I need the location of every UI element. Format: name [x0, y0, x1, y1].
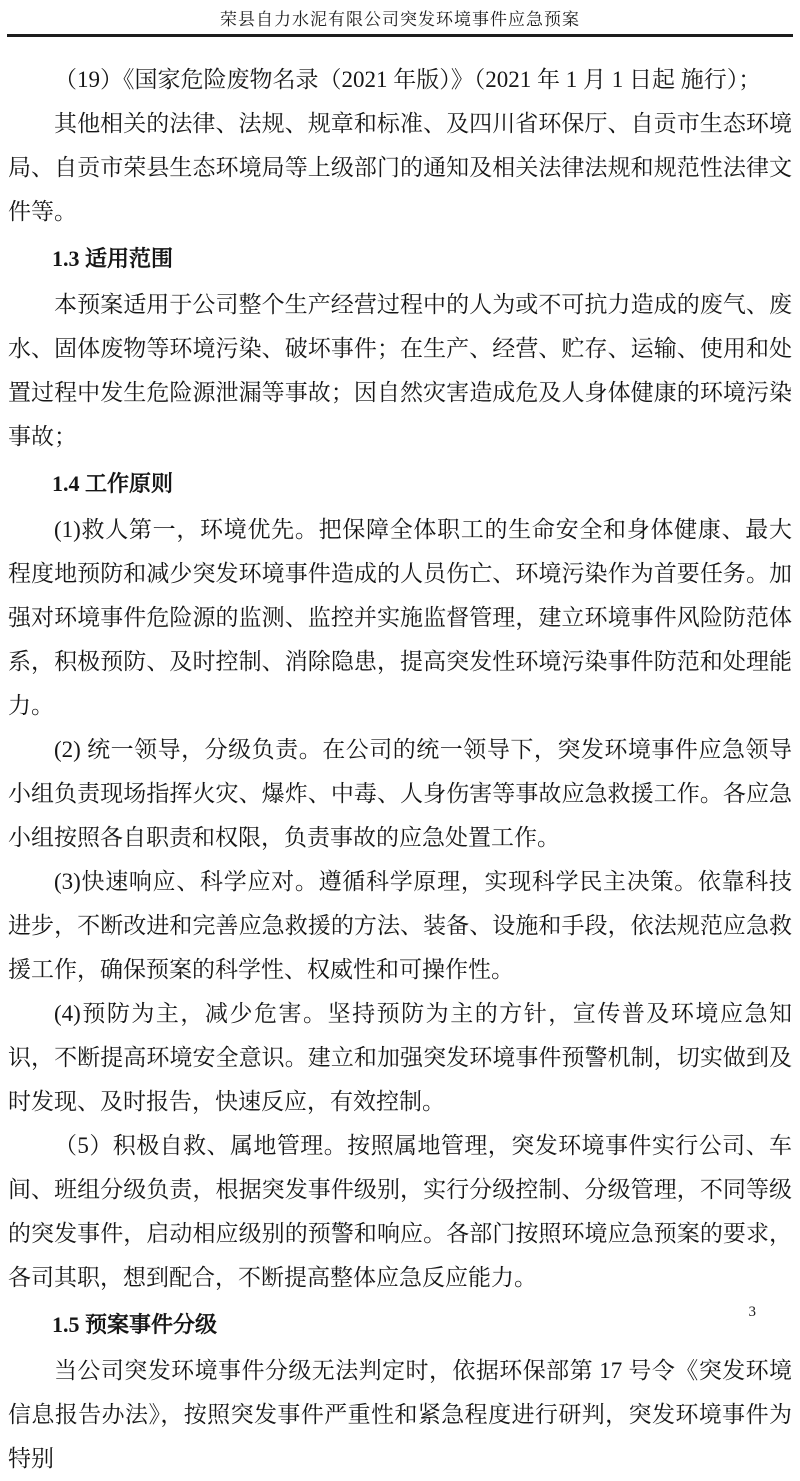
paragraph-principle-3-rapid-response: (3)快速响应、科学应对。遵循科学原理，实现科学民主决策。依靠科技进步，不断改进和完善应急救援的方法、装备、设施和手段，依法规范应急救援工作，确保预案的科学性、权威性和可操作性。 — [8, 869, 792, 982]
paragraph-law-item-19: （19）《国家危险废物名录（2021 年版）》（2021 年 1 月 1 日起 施行）； — [54, 67, 762, 92]
paragraph-other-laws: 其他相关的法律、法规、规章和标准、及四川省环保厅、自贡市生态环境局、自贡市荣县生态环境局等上级部门的通知及相关法律法规和规范性法律文件等。 — [8, 111, 792, 224]
paragraph-principle-1-rescue-first: (1)救人第一，环境优先。把保障全体职工的生命安全和身体健康、最大程度地预防和减少突发环境事件造成的人员伤亡、环境污染作为首要任务。加强对环境事件危险源的监测、监控并实施监督管理，建立环境事件风险防范体系，积极预防、及时控制、消除隐患，提高突发性环境污染事件防范和处理能力。 — [8, 517, 792, 718]
page-header-title: 荣县自力水泥有限公司突发环境事件应急预案 — [220, 10, 580, 29]
section-heading-1-3-scope: 1.3 适用范围 — [52, 246, 174, 271]
paragraph-principle-5-self-rescue: （5）积极自救、属地管理。按照属地管理，突发环境事件实行公司、车间、班组分级负责，根据突发事件级别，实行分级控制、分级管理，不同等级的突发事件，启动相应级别的预警和响应。各部门按照环境应急预案的要求，各司其职，想到配合，不断提高整体应急反应能力。 — [8, 1133, 792, 1290]
section-heading-1-4-work-principles: 1.4 工作原则 — [52, 471, 174, 496]
paragraph-principle-2-unified-leadership: (2) 统一领导，分级负责。在公司的统一领导下，突发环境事件应急领导小组负责现场指挥火灾、爆炸、中毒、人身伤害等事故应急救援工作。各应急小组按照各自职责和权限，负责事故的应急处置工作。 — [8, 737, 792, 850]
page-number: 3 — [748, 1304, 756, 1320]
paragraph-scope-description: 本预案适用于公司整个生产经营过程中的人为或不可抗力造成的废气、废水、固体废物等环境污染、破坏事件；在生产、经营、贮存、运输、使用和处置过程中发生危险源泄漏等事故；因自然灾害造成危及人身体健康的环境污染事故； — [8, 292, 792, 449]
paragraph-event-grading-intro: 当公司突发环境事件分级无法判定时，依据环保部第 17 号令《突发环境信息报告办法》，按照突发事件严重性和紧急程度进行研判，突发环境事件为特别 — [8, 1358, 792, 1471]
section-heading-1-5-event-grading: 1.5 预案事件分级 — [52, 1312, 218, 1337]
page-header — [0, 0, 800, 37]
paragraph-principle-4-prevention-first: (4)预防为主，减少危害。坚持预防为主的方针，宣传普及环境应急知识，不断提高环境安全意识。建立和加强突发环境事件预警机制，切实做到及时发现、及时报告，快速反应，有效控制。 — [8, 1001, 792, 1114]
document-body — [0, 37, 800, 1481]
